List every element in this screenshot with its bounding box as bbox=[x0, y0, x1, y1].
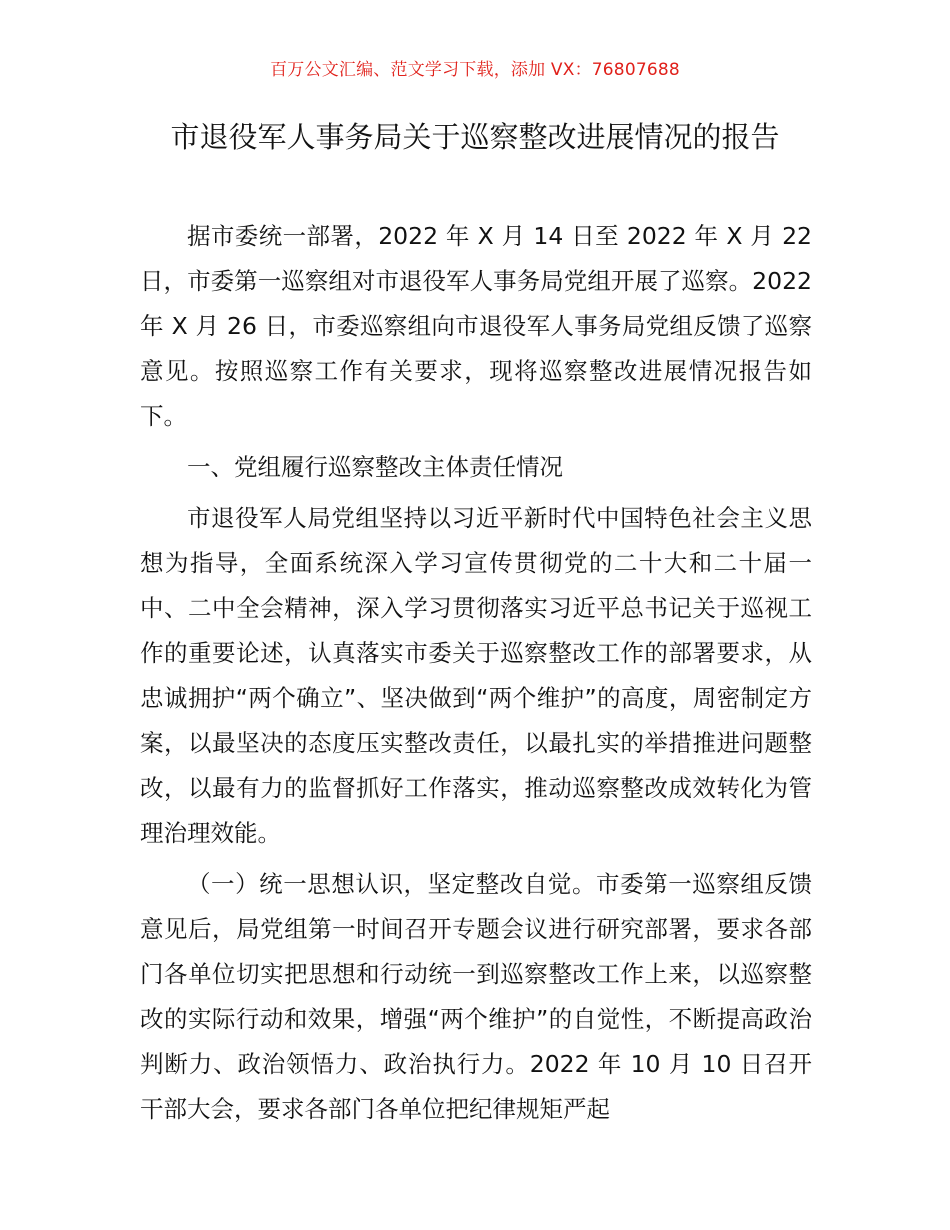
intro-paragraph: 据市委统一部署，2022 年 X 月 14 日至 2022 年 X 月 22 日，市委第一巡察组对市退役军人事务局党组开展了巡察。2022 年 X 月 26 日，市委巡察组向市退役军人事务局党组反馈了巡察意见。按照巡察工作有关要求，现将巡察整改进展情况报告如下。 bbox=[140, 222, 812, 430]
section-heading: 一、党组履行巡察整改主体责任情况 bbox=[187, 453, 563, 481]
body-paragraph: 市退役军人局党组坚持以习近平新时代中国特色社会主义思想为指导，全面系统深入学习宣传贯彻党的二十大和二十届一中、二中全会精神，深入学习贯彻落实习近平总书记关于巡视工作的重要论述，认真落实市委关于巡察整改工作的部署要求，从忠诚拥护“两个确立”、坚决做到“两个维护”的高度，周密制定方案，以最坚决的态度压实整改责任，以最扎实的举措推进问题整改，以最有力的监督抓好工作落实，推动巡察整改成效转化为管理治理效能。 bbox=[140, 504, 812, 847]
watermark-text: 百万公文汇编、范文学习下载，添加 VX：76807688 bbox=[270, 60, 680, 80]
subsection-paragraph: （一）统一思想认识，坚定整改自觉。市委第一巡察组反馈意见后，局党组第一时间召开专题会议进行研究部署，要求各部门各单位切实把思想和行动统一到巡察整改工作上来，以巡察整改的实际行动和效果，增强“两个维护”的自觉性，不断提高政治判断力、政治领悟力、政治执行力。2022 年 10 月 10 日召开干部大会，要求各部门各单位把纪律规矩严起 bbox=[140, 870, 812, 1123]
document-body bbox=[140, 214, 812, 1132]
document-title: 市退役军人事务局关于巡察整改进展情况的报告 bbox=[170, 120, 780, 154]
